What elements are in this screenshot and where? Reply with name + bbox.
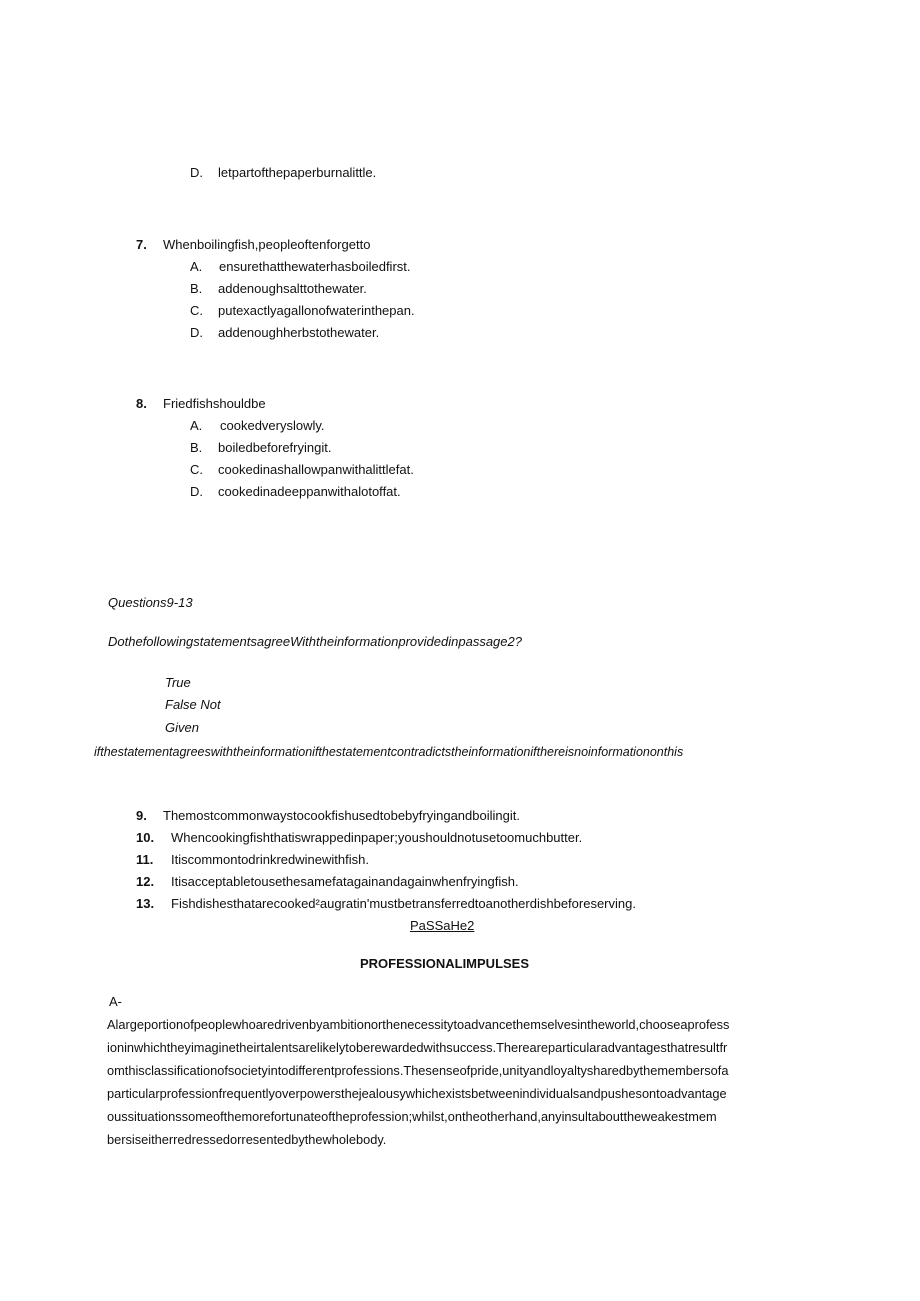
- statement-text: Whencookingfishthatiswrappedinpaper;youshouldnotusetoomuchbutter.: [171, 830, 583, 845]
- passage-line: bersiseitherredressedorresentedbythewholebody.: [107, 1132, 387, 1147]
- passage-title: PROFESSIONALIMPULSES: [360, 956, 530, 971]
- q7-option-b: [190, 281, 367, 296]
- question-stem: Friedfishshouldbe: [163, 396, 266, 411]
- statement-text: Themostcommonwaystocookfishusedtobebyfryingandboilingit.: [163, 808, 520, 823]
- section-instruction: DothefollowingstatementsagreeWiththeinformationprovidedinpassage2?: [108, 634, 522, 649]
- option-letter: A.: [190, 259, 203, 274]
- q7-option-a: [190, 259, 411, 274]
- section-heading: Questions9-13: [108, 595, 193, 610]
- option-letter: D.: [190, 165, 203, 180]
- statement-12: [136, 874, 519, 889]
- option-letter: D.: [190, 325, 203, 340]
- q6-option-d: [190, 165, 377, 180]
- question-7: [136, 237, 371, 252]
- key-false-not: False Not: [165, 697, 221, 712]
- paragraph-label: A-: [109, 994, 122, 1009]
- statement-number: 10.: [136, 830, 155, 845]
- statement-text: Fishdishesthatarecooked²augratin'mustbetransferredtoanotherdishbeforeserving.: [171, 896, 636, 911]
- passage-line: ioninwhichtheyimaginetheirtalentsarelikelytoberewardedwithsuccess.Thereareparticularadvantagesthatresultfr: [107, 1040, 728, 1055]
- statement-13: [136, 896, 636, 911]
- option-text: cookedinadeeppanwithalotoffat.: [218, 484, 401, 499]
- option-text: cookedveryslowly.: [220, 418, 325, 433]
- statement-text: Itisacceptabletousethesamefatagainandagainwhenfryingfish.: [171, 874, 519, 889]
- statement-9: [136, 808, 520, 823]
- option-letter: C.: [190, 462, 203, 477]
- statement-10: [136, 830, 583, 845]
- question-number: 8.: [136, 396, 147, 411]
- question-number: 7.: [136, 237, 147, 252]
- statement-number: 12.: [136, 874, 155, 889]
- passage-line: oussituationssomeofthemorefortunateoftheprofession;whilst,ontheotherhand,anyinsultabouttheweakestmem: [107, 1109, 717, 1124]
- q7-option-c: [190, 303, 415, 318]
- question-stem: Whenboilingfish,peopleoftenforgetto: [163, 237, 371, 252]
- q7-option-d: [190, 325, 380, 340]
- option-text: cookedinashallowpanwithalittlefat.: [218, 462, 414, 477]
- option-text: boiledbeforefryingit.: [218, 440, 332, 455]
- statement-number: 11.: [136, 852, 154, 867]
- option-text: letpartofthepaperburnalittle.: [218, 165, 377, 180]
- q8-option-b: [190, 440, 332, 455]
- passage-line: Alargeportionofpeoplewhoaredrivenbyambitionorthenecessitytoadvancethemselvesintheworld,chooseaprofess: [107, 1017, 730, 1032]
- option-letter: C.: [190, 303, 203, 318]
- q8-option-c: [190, 462, 414, 477]
- statement-number: 9.: [136, 808, 147, 823]
- q8-option-d: [190, 484, 401, 499]
- key-given: Given: [165, 720, 199, 735]
- option-text: putexactlyagallonofwaterinthepan.: [218, 303, 415, 318]
- statement-11: [136, 852, 369, 867]
- passage-label: PaSSaHe2: [410, 918, 475, 933]
- question-8: [136, 396, 266, 411]
- statement-number: 13.: [136, 896, 155, 911]
- statement-text: Itiscommontodrinkredwinewithfish.: [171, 852, 369, 867]
- option-letter: A.: [190, 418, 203, 433]
- key-explanation: ifthestatementagreeswiththeinformationifthestatementcontradictstheinformationifthereisnoinformationonthis: [94, 745, 684, 759]
- option-text: addenoughherbstothewater.: [218, 325, 380, 340]
- option-letter: D.: [190, 484, 203, 499]
- key-true: True: [165, 675, 191, 690]
- option-text: addenoughsalttothewater.: [218, 281, 367, 296]
- option-letter: B.: [190, 440, 203, 455]
- passage-line: particularprofessionfrequentlyoverpowersthejealousywhichexistsbetweenindividualsandpushesontoadvantage: [107, 1086, 727, 1101]
- q8-option-a: [190, 418, 325, 433]
- option-letter: B.: [190, 281, 203, 296]
- passage-line: omthisclassificationofsocietyintodifferentprofessions.Thesenseofpride,unityandloyaltysharedbythemembersofa: [107, 1063, 729, 1078]
- option-text: ensurethatthewaterhasboiledfirst.: [219, 259, 411, 274]
